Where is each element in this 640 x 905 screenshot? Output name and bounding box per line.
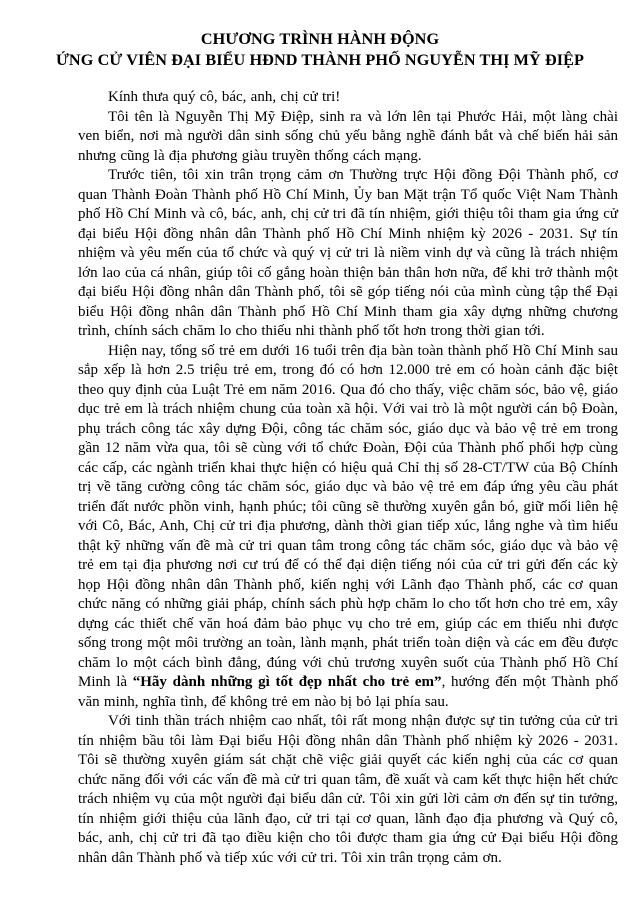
title-line-1: CHƯƠNG TRÌNH HÀNH ĐỘNG — [200, 30, 440, 48]
paragraph-salutation: Kính thưa quý cô, bác, anh, chị cử tri! — [108, 89, 341, 105]
paragraph-commitment-closing: Với tinh thần trách nhiệm cao nhất, tôi rất mong nhận được sự tin tưởng của cử tri tín nhiệm bầu tôi làm Đại biểu Hội đồng nhân dân Thành phố nhiệm kỳ 2026 - 2031. Tôi sẽ thường xuyên giám sát chặt chẽ việc giải quyết các kiến nghị của các cơ quan chức năng đối với các vấn đề mà cử tri quan tâm, đề xuất và cam kết thực hiện hết chức trách nhiệm vụ của một người đại biểu dân cử. Tôi xin gửi lời cảm ơn đến sự tin tưởng, tín nhiệm giới thiệu của lãnh đạo, cử tri tại cơ quan, lãnh đạo địa phương và Quý cô, bác, anh, chị cử tri đã tạo điều kiện cho tôi được tham gia ứng cử Đại biểu Hội đồng nhân dân Thành phố và tiếp xúc với cử tri. Tôi xin trân trọng cảm ơn. — [78, 713, 618, 866]
action-program-text-start: Hiện nay, tổng số trẻ em dưới 16 tuổi trên địa bàn toàn thành phố Hồ Chí Minh sau sắp xếp là hơn 2.5 triệu trẻ em, trong đó có hơn 12.000 trẻ em có hoàn cảnh đặc biệt theo quy định của Luật Trẻ em năm 2016. Qua đó cho thấy, việc chăm sóc, bảo vệ, giáo dục trẻ em là trách nhiệm chung của toàn xã hội. Với vai trò là một người cán bộ Đoàn, phụ trách công tác xây dựng Đội, công tác chăm sóc, giáo dục và bảo vệ trẻ em trong gần 12 năm vừa qua, tôi sẽ cùng với tổ chức Đoàn, Đội của Thành phố phối hợp cùng các cấp, các ngành triển khai thực hiện có hiệu quả Chỉ thị số 28-CT/TW của Bộ Chính trị về tăng cường công tác chăm sóc, giáo dục và bảo vệ trẻ em đáp ứng yêu cầu phát triển đất nước phồn vinh, hạnh phúc; tôi cũng sẽ thường xuyên gắn bó, giữ mối liên hệ với Cô, Bác, Anh, Chị cử tri địa phương, dành thời gian tiếp xúc, lắng nghe và tìm hiểu thật kỹ những vấn đề mà cử tri quan tâm trong công tác chăm sóc, giáo dục và bảo vệ trẻ em tại địa phương nơi cư trú để có thể đại diện tiếng nói của cử tri gửi đến các kỳ họp Hội đồng nhân dân Thành phố, kiến nghị với Lãnh đạo Thành phố, các cơ quan chức năng có những giải pháp, chính sách phù hợp chăm lo cho tốt hơn cho trẻ em, xây dựng các thiết chế văn hoá đảm bảo phục vụ cho trẻ em, giúp các em thiếu nhi được sống trong một môi trường an toàn, lành mạnh, phát triển toàn diện và các em đều được chăm lo một cách bình đẳng, đúng với chủ trương xuyên suốt của Thành phố Hồ Chí Minh là — [78, 342, 618, 690]
paragraph-action-program — [78, 342, 618, 713]
document-title — [0, 0, 640, 71]
paragraph-self-introduction: Tôi tên là Nguyễn Thị Mỹ Điệp, sinh ra và lớn lên tại Phước Hải, một làng chài ven biển, nơi mà người dân sinh sống chủ yếu bằng nghề đánh bắt và chế biến hải sản nhưng cũng là địa phương giàu truyền thống cách mạng. — [78, 108, 618, 164]
action-program-text-end: , hướng đến một Thành phố văn minh, nghĩa tình, để không trẻ em nào bị bỏ lại phía sau. — [78, 674, 618, 710]
document-body — [0, 88, 640, 868]
title-line-2: ỨNG CỬ VIÊN ĐẠI BIỂU HĐND THÀNH PHỐ NGUYỄN THỊ MỸ ĐIỆP — [55, 51, 585, 69]
paragraph-acknowledgement: Trước tiên, tôi xin trân trọng cảm ơn Thường trực Hội đồng Đội Thành phố, cơ quan Thành Đoàn Thành phố Hồ Chí Minh, Ủy ban Mặt trận Tổ quốc Việt Nam Thành phố Hồ Chí Minh và cô, bác, anh, chị cử tri đã tín nhiệm, giới thiệu tôi tham gia ứng cử đại biểu Hội đồng nhân dân Thành phố Hồ Chí Minh nhiệm kỳ 2026 - 2031. Sự tín nhiệm và yêu mến của tổ chức và quý vị cử tri là niềm vinh dự và cũng là trách nhiệm lớn lao của cá nhân, giúp tôi cố gắng hoàn thiện bản thân hơn nữa, để khi trở thành một đại biểu Hội đồng nhân dân Thành phố, tôi sẽ góp tiếng nói của mình cùng tập thể Đại biểu Hội đồng nhân dân Thành phố Hồ Chí Minh tham gia xây dựng những chương trình, chính sách chăm lo cho thiếu nhi thành phố tốt hơn trong thời gian tới. — [78, 167, 618, 339]
action-program-bold-quote: “Hãy dành những gì tốt đẹp nhất cho trẻ em” — [132, 674, 442, 690]
